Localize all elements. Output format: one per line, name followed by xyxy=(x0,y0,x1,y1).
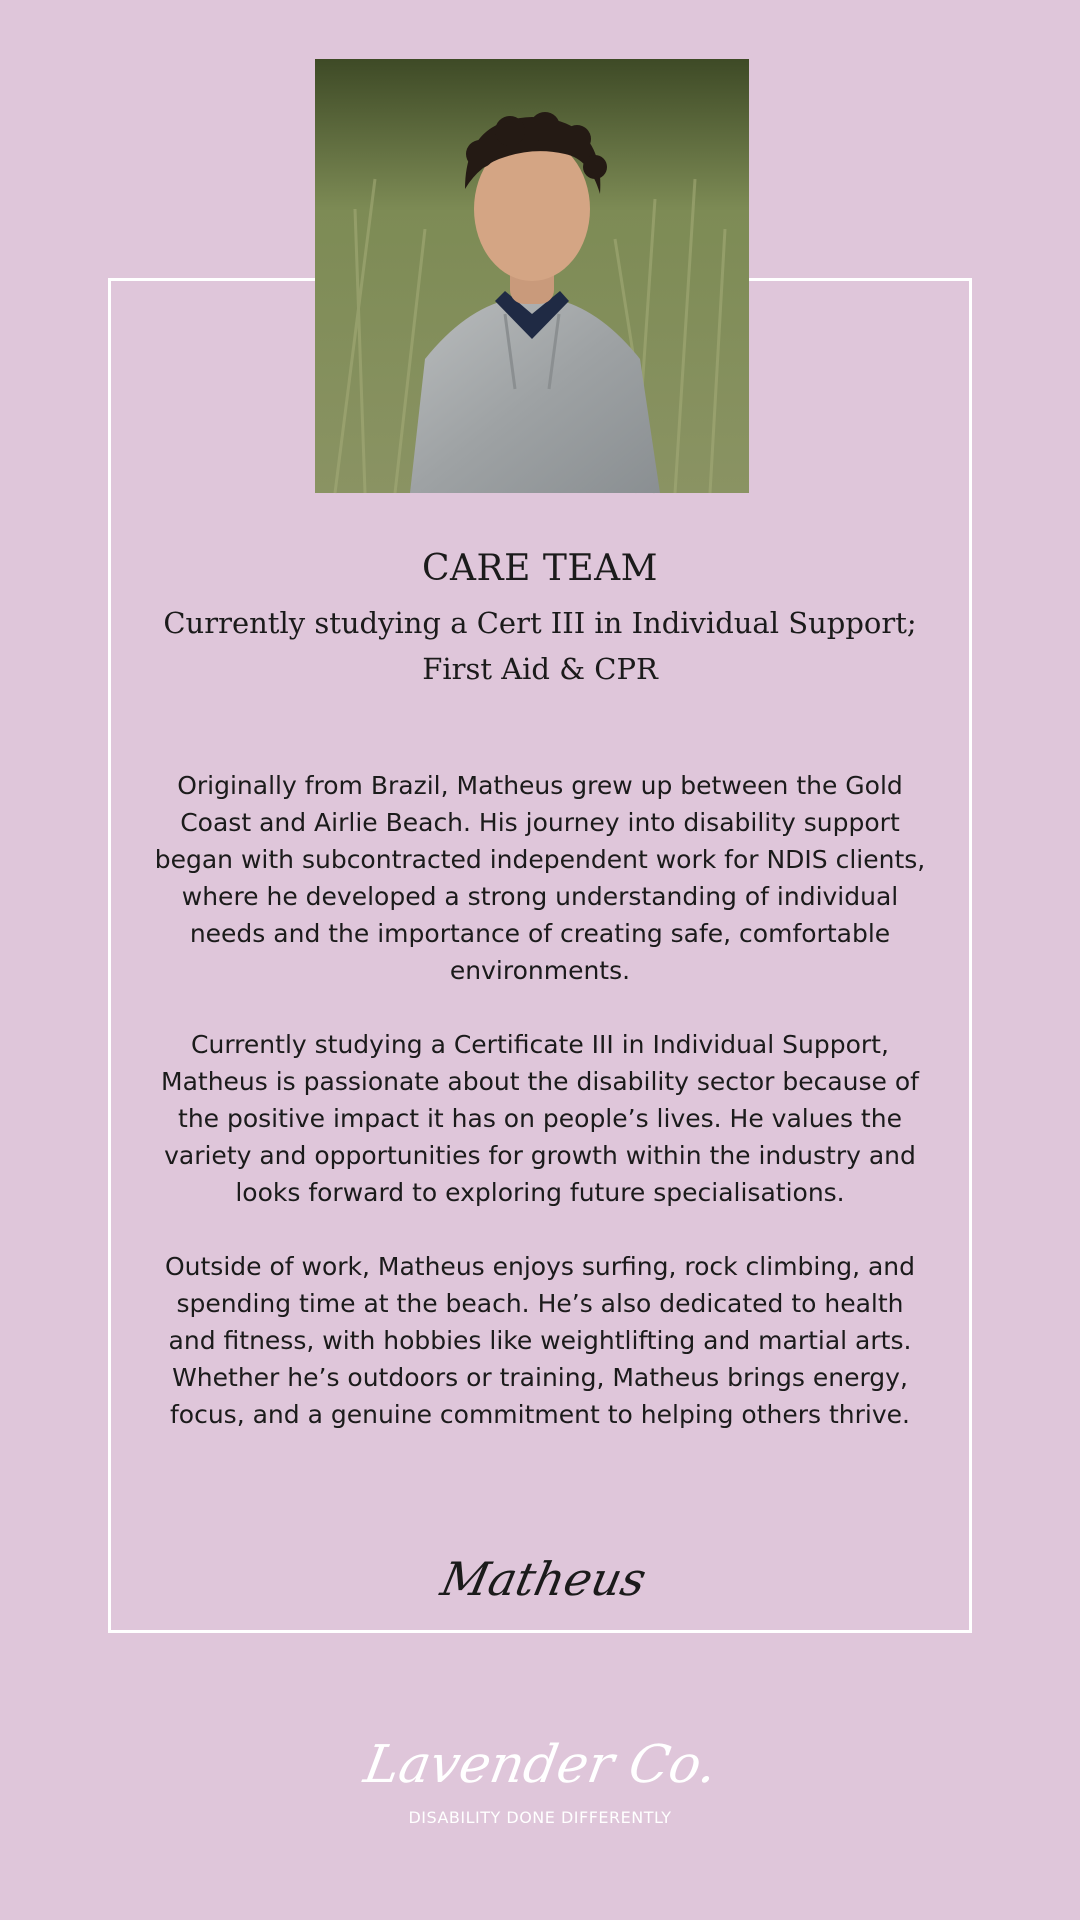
signature xyxy=(436,1540,651,1620)
bio-paragraph-2: Currently studying a Certificate III in Individual Support, Matheus is passionate about the disability sector because of the positive impact it has on people’s lives. He values the variety and opportunities for growth within the industry and looks forward to exploring future specialisations. xyxy=(161,1030,919,1207)
profile-photo xyxy=(315,59,749,493)
role-heading: CARE TEAM xyxy=(421,548,659,589)
brand-logo xyxy=(359,1712,722,1832)
signature-text: Matheus xyxy=(436,1552,651,1606)
brand-tagline: DISABILITY DONE DIFFERENTLY xyxy=(408,1808,672,1827)
bio-paragraph-3: Outside of work, Matheus enjoys surfing, rock climbing, and spending time at the beach. He’s also dedicated to health and fitness, with hobbies like weightlifting and martial arts. Whether he’s outdoors or training, Matheus brings energy, focus, and a genuine commitment to helping others thrive. xyxy=(164,1252,916,1429)
brand-logo-text: Lavender Co. xyxy=(359,1734,722,1795)
bio-paragraph-1: Originally from Brazil, Matheus grew up between the Gold Coast and Airlie Beach. His journey into disability support began with subcontracted independent work for NDIS clients, where he developed a strong understanding of individual needs and the importance of creating safe, comfortable environments. xyxy=(154,771,926,985)
bio-section xyxy=(150,767,930,1433)
qualifications-text: Currently studying a Cert III in Individual Support; First Aid & CPR xyxy=(163,606,917,686)
